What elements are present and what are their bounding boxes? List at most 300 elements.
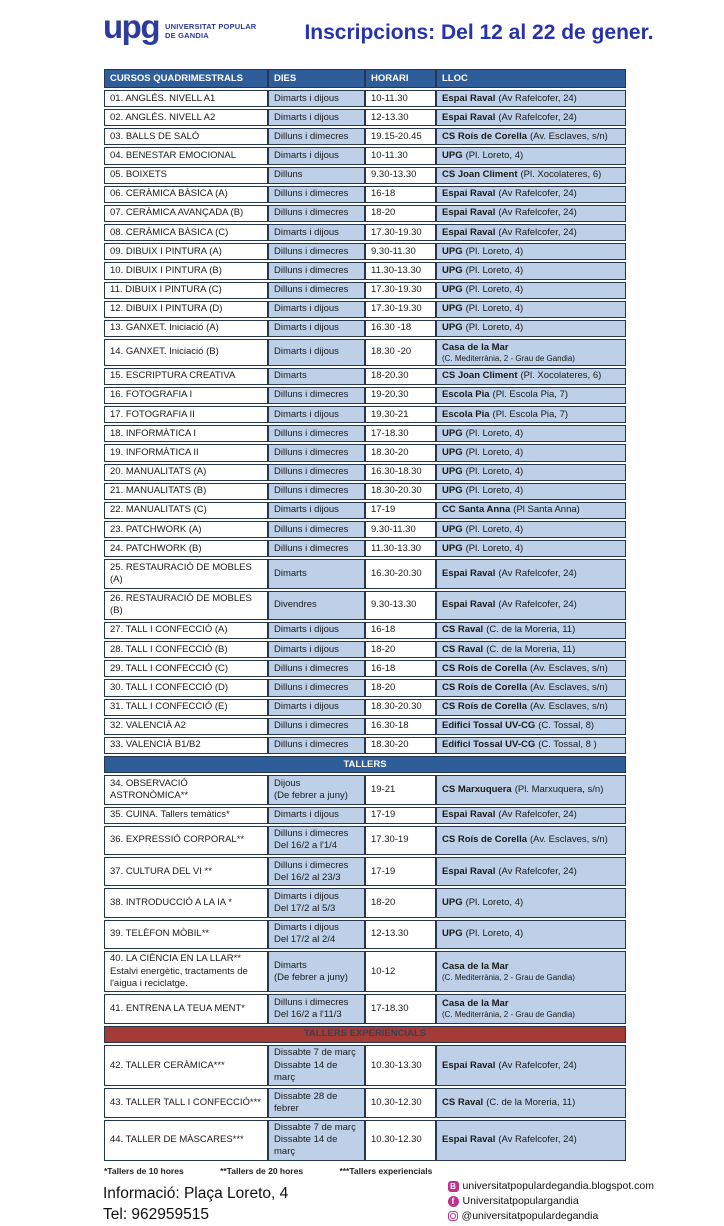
social-links — [448, 1180, 654, 1222]
table-row — [104, 888, 626, 917]
course-location-name: Espai Raval — [442, 809, 496, 821]
table-row — [104, 1088, 626, 1117]
table-row — [104, 591, 626, 620]
course-name: 03. BALLS DE SALÓ — [110, 130, 200, 142]
course-name: 37. CULTURA DEL VI ** — [110, 865, 212, 877]
table-row — [104, 109, 626, 126]
blog-link-text: universitatpopulardegandia.blogspot.com — [462, 1180, 654, 1193]
course-location-name: UPG — [442, 523, 463, 535]
table-row — [104, 540, 626, 557]
blogger-icon — [448, 1181, 459, 1192]
course-name: 09. DIBUIX I PINTURA (A) — [110, 245, 222, 257]
course-hours: 18-20 — [371, 643, 396, 655]
course-days: Dimarts i dijous — [274, 408, 339, 420]
course-days: Dimarts — [274, 959, 307, 971]
course-location-name: CS Marxuquera — [442, 783, 512, 795]
table-row — [104, 622, 626, 639]
course-name: 05. BOIXETS — [110, 169, 168, 181]
course-days: Dilluns i dimecres — [274, 446, 349, 458]
blog-link[interactable] — [448, 1180, 654, 1192]
course-days: Dissabte 7 de març — [274, 1122, 356, 1134]
course-name: 44. TALLER DE MÀSCARES*** — [110, 1134, 244, 1146]
course-location-name: UPG — [442, 322, 463, 334]
course-name: 28. TALL I CONFECCIÓ (B) — [110, 643, 228, 655]
table-row — [104, 994, 626, 1023]
course-name: 20. MANUALITATS (A) — [110, 466, 207, 478]
course-days: Dilluns i dimecres — [274, 264, 349, 276]
course-name: 32. VALENCIÀ A2 — [110, 720, 186, 732]
course-location-address: (Pl. Loreto, 4) — [465, 896, 524, 908]
course-location-address: (Av. Esclaves, s/n) — [530, 681, 608, 693]
course-hours: 16.30-20.30 — [371, 567, 422, 579]
course-name: 36. EXPRESSIÓ CORPORAL** — [110, 834, 245, 846]
course-hours: 17-19 — [371, 809, 396, 821]
course-hours: 16.30-18 — [371, 720, 409, 732]
course-hours: 17.30-19.30 — [371, 226, 422, 238]
course-dates: Del 17/2 al 2/4 — [274, 934, 336, 946]
course-name: 30. TALL I CONFECCIÓ (D) — [110, 681, 229, 693]
course-location-name: UPG — [442, 245, 463, 257]
course-hours: 19-20.30 — [371, 389, 409, 401]
course-location-address: (C. de la Moreria, 11) — [486, 643, 576, 655]
page-footer — [103, 1180, 654, 1226]
course-hours: 19-21 — [371, 783, 396, 795]
course-location-address: (Pl. Loreto, 4) — [465, 542, 524, 554]
course-days: Dimarts i dijous — [274, 624, 339, 636]
course-location-address: (Av. Esclaves, s/n) — [530, 130, 608, 142]
course-location-name: CS Roís de Corella — [442, 681, 527, 693]
course-location-name: Casa de la Mar — [442, 960, 509, 972]
course-hours: 9.30-11.30 — [371, 523, 416, 535]
table-row — [104, 699, 626, 716]
course-hours: 10.30-12.30 — [371, 1096, 422, 1108]
table-row — [104, 951, 626, 992]
course-days: Dilluns i dimecres — [274, 523, 349, 535]
course-days: Dimarts i dijous — [274, 92, 339, 104]
course-days: Dilluns i dimecres — [274, 828, 349, 840]
course-location-name: CS Roís de Corella — [442, 701, 527, 713]
course-days: Dissabte 28 de febrer — [274, 1090, 338, 1114]
facebook-link-text: Universitatpopulargandia — [462, 1195, 579, 1208]
course-name: 23. PATCHWORK (A) — [110, 523, 202, 535]
course-location-address: (Av Rafelcofer, 24) — [498, 1059, 577, 1071]
table-row — [104, 387, 626, 404]
course-location-name: UPG — [442, 303, 463, 315]
course-days: Dissabte 7 de març — [274, 1047, 356, 1059]
course-location-address: (Pl. Xocolateres, 6) — [520, 169, 602, 181]
course-hours: 10-12 — [371, 965, 396, 977]
course-location-address: (Av Rafelcofer, 24) — [498, 809, 577, 821]
course-name: 27. TALL I CONFECCIÓ (A) — [110, 624, 228, 636]
table-row — [104, 464, 626, 481]
table-row — [104, 483, 626, 500]
course-days: Dimarts i dijous — [274, 226, 339, 238]
course-dates: Del 16/2 a l'1/4 — [274, 840, 338, 852]
course-location-name: UPG — [442, 485, 463, 497]
course-hours: 19.30-21 — [371, 408, 409, 420]
course-days: Dimarts — [274, 567, 307, 579]
course-location-address: (Pl. Loreto, 4) — [465, 427, 524, 439]
facebook-link[interactable] — [448, 1195, 654, 1207]
table-row — [104, 1120, 626, 1161]
table-row — [104, 641, 626, 658]
course-location-address: (Av Rafelcofer, 24) — [498, 111, 577, 123]
course-name: 43. TALLER TALL I CONFECCIÓ*** — [110, 1096, 261, 1108]
course-location-name: UPG — [442, 427, 463, 439]
course-location-name: Edifici Tossal UV-CG — [442, 720, 536, 732]
course-hours: 10.30-12.30 — [371, 1134, 422, 1146]
course-location-address: (Av Rafelcofer, 24) — [498, 226, 577, 238]
course-days: Dilluns i dimecres — [274, 466, 349, 478]
course-location-address: (Pl. Loreto, 4) — [465, 466, 524, 478]
table-row — [104, 826, 626, 855]
course-name: 04. BENESTAR EMOCIONAL — [110, 149, 236, 161]
contact-address: Informació: Plaça Loreto, 4 — [103, 1185, 289, 1203]
course-days: Dilluns i dimecres — [274, 130, 349, 142]
course-location-address: (Pl. Loreto, 4) — [465, 446, 524, 458]
table-row — [104, 128, 626, 145]
course-days: Dimarts i dijous — [274, 643, 339, 655]
course-hours: 9.30-13.30 — [371, 599, 417, 611]
course-hours: 17.30-19.30 — [371, 284, 422, 296]
course-days: Dilluns i dimecres — [274, 245, 349, 257]
section-header-row — [104, 756, 626, 773]
course-hours: 10.30-13.30 — [371, 1059, 422, 1071]
course-hours: 16-18 — [371, 662, 396, 674]
course-location-address: (Pl. Loreto, 4) — [465, 303, 524, 315]
course-name: 40. LA CIÈNCIA EN LA LLAR** — [110, 953, 241, 965]
course-name: 14. GANXET. Iniciació (B) — [110, 346, 219, 358]
course-name: 24. PATCHWORK (B) — [110, 542, 202, 554]
course-name: 26. RESTAURACIÓ DE MOBLES (B) — [110, 593, 252, 617]
table-row — [104, 559, 626, 588]
table-row — [104, 502, 626, 519]
course-hours: 17.30-19.30 — [371, 303, 422, 315]
column-header-dies: DIES — [268, 69, 365, 88]
course-location-address: (Av Rafelcofer, 24) — [498, 92, 577, 104]
course-hours: 18.30-20.30 — [371, 485, 422, 497]
course-location-address: (C. Tossal, 8) — [538, 720, 595, 732]
table-row — [104, 167, 626, 184]
course-hours: 18-20 — [371, 681, 396, 693]
course-hours: 9.30-11.30 — [371, 245, 416, 257]
upg-logo — [103, 8, 257, 45]
table-row — [104, 282, 626, 299]
course-hours: 18.30-20 — [371, 446, 409, 458]
table-row — [104, 205, 626, 222]
course-location-name: UPG — [442, 446, 463, 458]
course-days: Dimarts i dijous — [274, 346, 339, 358]
course-hours: 10-11.30 — [371, 149, 408, 161]
course-dates: (De febrer a juny) — [274, 971, 348, 983]
table-row — [104, 1045, 626, 1086]
course-hours: 17-18.30 — [371, 427, 409, 439]
table-header-row — [104, 69, 626, 88]
course-name: 35. CUINA. Tallers temàtics* — [110, 809, 230, 821]
upg-logo-mark: upg — [103, 8, 159, 45]
course-location-address: (Av Rafelcofer, 24) — [498, 599, 577, 611]
course-location-name: CS Raval — [442, 1096, 484, 1108]
course-hours: 16.30 -18 — [371, 322, 412, 334]
course-location-name: UPG — [442, 542, 463, 554]
course-days: Dilluns i dimecres — [274, 681, 349, 693]
course-days: Divendres — [274, 599, 317, 611]
table-row — [104, 737, 626, 754]
table-row — [104, 807, 626, 824]
course-location-address: (Pl. Loreto, 4) — [465, 149, 524, 161]
course-table-body — [104, 90, 626, 1161]
course-dates: Del 17/2 al 5/3 — [274, 902, 336, 914]
course-name: 33. VALENCIÀ B1/B2 — [110, 739, 201, 751]
course-name: 19. INFORMÀTICA II — [110, 446, 199, 458]
facebook-icon — [448, 1196, 459, 1207]
course-location-address: (Pl. Escola Pia, 7) — [492, 389, 569, 401]
course-hours: 12-13.30 — [371, 111, 409, 123]
course-name: 41. ENTRENA LA TEUA MENT* — [110, 1002, 245, 1014]
course-days: Dilluns i dimecres — [274, 859, 349, 871]
course-location-name: Espai Raval — [442, 226, 496, 238]
course-days: Dimarts i dijous — [274, 890, 339, 902]
table-row — [104, 262, 626, 279]
course-location-address: (Av. Esclaves, s/n) — [530, 701, 608, 713]
course-name: 22. MANUALITATS (C) — [110, 504, 207, 516]
course-location-address: (Pl. Loreto, 4) — [465, 523, 524, 535]
course-location-name: Espai Raval — [442, 865, 496, 877]
course-name: 12. DIBUIX I PINTURA (D) — [110, 303, 223, 315]
course-location-address: (Pl. Escola Pia, 7) — [492, 408, 569, 420]
course-location-name: Espai Raval — [442, 207, 496, 219]
course-name: 34. OBSERVACIÓ ASTRONÒMICA** — [110, 777, 189, 801]
course-location-name: Espai Raval — [442, 111, 496, 123]
course-dates: Del 16/2 a l'11/3 — [274, 1009, 342, 1021]
course-location-name: CS Roís de Corella — [442, 662, 527, 674]
course-name: 38. INTRODUCCIÓ A LA IA * — [110, 896, 232, 908]
course-location-name: CC Santa Anna — [442, 504, 511, 516]
table-row — [104, 775, 626, 804]
table-row — [104, 718, 626, 735]
course-location-address: (Pl. Loreto, 4) — [465, 245, 524, 257]
course-location-name: UPG — [442, 149, 463, 161]
course-name: 08. CERÀMICA BÀSICA (C) — [110, 226, 229, 238]
course-location-address: (Av. Esclaves, s/n) — [530, 662, 608, 674]
column-header-lloc: LLOC — [436, 69, 626, 88]
course-days: Dilluns i dimecres — [274, 542, 349, 554]
course-name: 29. TALL I CONFECCIÓ (C) — [110, 662, 229, 674]
table-row — [104, 243, 626, 260]
column-header-cursos: CURSOS QUADRIMESTRALS — [104, 69, 268, 88]
course-location-name: Espai Raval — [442, 1059, 496, 1071]
course-name: 10. DIBUIX I PINTURA (B) — [110, 264, 222, 276]
course-name: 07. CERÀMICA AVANÇADA (B) — [110, 207, 244, 219]
course-location-address: (Pl. Marxuquera, s/n) — [514, 783, 604, 795]
course-name: 13. GANXET. Iniciació (A) — [110, 322, 219, 334]
table-row — [104, 521, 626, 538]
course-name: 11. DIBUIX I PINTURA (C) — [110, 284, 222, 296]
table-row — [104, 224, 626, 241]
course-days: Dilluns i dimecres — [274, 739, 349, 751]
course-location-address: (Av. Esclaves, s/n) — [530, 834, 608, 846]
course-hours: 17.30-19 — [371, 834, 409, 846]
course-hours: 18-20 — [371, 207, 396, 219]
course-days: Dilluns i dimecres — [274, 662, 349, 674]
course-location-name: UPG — [442, 896, 463, 908]
course-name: 21. MANUALITATS (B) — [110, 485, 207, 497]
table-row — [104, 186, 626, 203]
course-name: 39. TELÈFON MÒBIL** — [110, 928, 210, 940]
instagram-icon — [448, 1211, 458, 1221]
course-name: 15. ESCRIPTURA CREATIVA — [110, 370, 236, 382]
footnotes — [104, 1166, 724, 1176]
table-row — [104, 660, 626, 677]
course-dates: Dissabte 14 de març — [274, 1059, 338, 1083]
course-location-name: Espai Raval — [442, 599, 496, 611]
section-header-label: TALLERS — [104, 756, 626, 773]
course-hours: 18.30-20.30 — [371, 701, 422, 713]
course-hours: 16-18 — [371, 188, 396, 200]
course-hours: 17-19 — [371, 504, 396, 516]
course-location-address: (Pl. Loreto, 4) — [465, 485, 524, 497]
course-location-name: UPG — [442, 284, 463, 296]
course-name: 18. INFORMÀTICA I — [110, 427, 197, 439]
footnote-10-hores: *Tallers de 10 hores — [104, 1166, 184, 1177]
course-hours: 11.30-13.30 — [371, 542, 422, 554]
course-days: Dilluns i dimecres — [274, 996, 349, 1008]
course-days: Dimarts i dijous — [274, 504, 339, 516]
course-days: Dimarts i dijous — [274, 809, 339, 821]
course-hours: 10-11.30 — [371, 92, 408, 104]
course-hours: 9.30-13.30 — [371, 169, 417, 181]
course-days: Dimarts i dijous — [274, 701, 339, 713]
course-location-address: (Pl. Loreto, 4) — [465, 928, 524, 940]
course-days: Dimarts i dijous — [274, 149, 339, 161]
course-location-name: Casa de la Mar — [442, 341, 509, 353]
section-header-row — [104, 1026, 626, 1043]
table-row — [104, 368, 626, 385]
course-days: Dimarts i dijous — [274, 322, 339, 334]
contact-info — [103, 1184, 288, 1226]
table-row — [104, 679, 626, 696]
course-dates: Del 16/2 al 23/3 — [274, 871, 341, 883]
table-row — [104, 406, 626, 423]
course-location-name: UPG — [442, 466, 463, 478]
course-location-address: (Av Rafelcofer, 24) — [498, 207, 577, 219]
course-name: 25. RESTAURACIÓ DE MOBLES (A) — [110, 561, 252, 585]
course-days: Dilluns i dimecres — [274, 284, 349, 296]
course-table — [104, 67, 626, 1163]
table-row — [104, 444, 626, 461]
course-hours: 16-18 — [371, 624, 396, 636]
course-location-name: Casa de la Mar — [442, 998, 509, 1010]
course-location-name: CS Raval — [442, 624, 484, 636]
course-location-address: (C. de la Moreria, 11) — [486, 624, 576, 636]
course-name: 31. TALL I CONFECCIÓ (E) — [110, 701, 228, 713]
course-name: 06. CERÀMICA BÀSICA (A) — [110, 188, 228, 200]
course-days: Dilluns i dimecres — [274, 427, 349, 439]
course-days: Dimarts — [274, 370, 307, 382]
course-location-address: (Pl Santa Anna) — [513, 504, 580, 516]
course-days: Dimarts i dijous — [274, 303, 339, 315]
course-days: Dijous — [274, 777, 301, 789]
course-name: 02. ANGLÉS. NIVELL A2 — [110, 111, 216, 123]
course-name: 01. ANGLÉS. NIVELL A1 — [110, 92, 216, 104]
course-location-name: UPG — [442, 264, 463, 276]
course-location-name: CS Joan Climent — [442, 370, 518, 382]
table-row — [104, 301, 626, 318]
table-row — [104, 425, 626, 442]
course-hours: 18.30 -20 — [371, 346, 412, 358]
course-days: Dimarts i dijous — [274, 922, 339, 934]
table-row — [104, 90, 626, 107]
course-location-address: (C. Mediterrània, 2 - Grau de Gandia) — [442, 972, 575, 982]
course-hours: 12-13.30 — [371, 928, 409, 940]
instagram-link-text: @universitatpopulardegandia — [461, 1210, 599, 1223]
course-days: Dilluns i dimecres — [274, 207, 349, 219]
table-row — [104, 857, 626, 886]
course-location-name: CS Raval — [442, 643, 484, 655]
course-location-name: Escola Pia — [442, 408, 490, 420]
upg-logo-subtitle: UNIVERSITAT POPULAR DE GANDIA — [164, 22, 257, 40]
course-location-address: (Av Rafelcofer, 24) — [498, 567, 577, 579]
footnote-experiencials: ***Tallers experiencials — [339, 1166, 433, 1177]
course-location-address: (C. Mediterrània, 2 - Grau de Gandia) — [442, 353, 575, 363]
course-days: Dimarts i dijous — [274, 111, 339, 123]
course-hours: 17-18.30 — [371, 1002, 409, 1014]
course-location-address: (Pl. Loreto, 4) — [465, 284, 524, 296]
course-location-address: (Av Rafelcofer, 24) — [498, 865, 577, 877]
course-location-name: Espai Raval — [442, 567, 496, 579]
course-location-name: Espai Raval — [442, 1134, 496, 1146]
course-name: 17. FOTOGRAFIA II — [110, 408, 195, 420]
course-location-address: (C. Mediterrània, 2 - Grau de Gandia) — [442, 1010, 575, 1020]
course-location-name: Espai Raval — [442, 188, 496, 200]
course-hours: 18-20.30 — [371, 370, 409, 382]
course-location-address: (Pl. Loreto, 4) — [465, 264, 524, 276]
course-days: Dilluns i dimecres — [274, 720, 349, 732]
course-days: Dilluns i dimecres — [274, 485, 349, 497]
course-hours: 18.30-20 — [371, 739, 409, 751]
course-hours: 18-20 — [371, 896, 396, 908]
course-location-name: CS Joan Climent — [442, 169, 518, 181]
section-header-label: TALLERS EXPERIENCIALS — [104, 1026, 626, 1043]
course-location-address: (Pl. Xocolateres, 6) — [520, 370, 602, 382]
instagram-link[interactable] — [448, 1210, 654, 1222]
course-location-name: UPG — [442, 928, 463, 940]
course-hours: 16.30-18.30 — [371, 466, 422, 478]
footnote-20-hores: **Tallers de 20 hores — [220, 1166, 304, 1177]
course-location-name: Edifici Tossal UV-CG — [442, 739, 536, 751]
course-location-name: Escola Pia — [442, 389, 490, 401]
course-location-address: (C. Tossal, 8 ) — [538, 739, 597, 751]
course-location-name: CS Roís de Corella — [442, 834, 527, 846]
course-days: Dilluns i dimecres — [274, 188, 349, 200]
page-header — [0, 0, 724, 63]
table-row — [104, 339, 626, 366]
course-hours: 11.30-13.30 — [371, 264, 422, 276]
course-location-name: Espai Raval — [442, 92, 496, 104]
course-name: 42. TALLER CERÀMICA*** — [110, 1059, 225, 1071]
course-location-address: (Av Rafelcofer, 24) — [498, 188, 577, 200]
table-row — [104, 920, 626, 949]
course-location-address: (Av Rafelcofer, 24) — [498, 1134, 577, 1146]
course-location-address: (Pl. Loreto, 4) — [465, 322, 524, 334]
page-title: Inscripcions: Del 12 al 22 de gener. — [304, 21, 654, 44]
column-header-horari: HORARI — [365, 69, 436, 88]
table-row — [104, 147, 626, 164]
course-hours: 19.15-20.45 — [371, 130, 422, 142]
course-description: Estalvi energètic, tractaments de l'aigua i reciclatge. — [110, 965, 248, 989]
course-location-address: (C. de la Moreria, 11) — [486, 1096, 576, 1108]
course-location-name: CS Roís de Corella — [442, 130, 527, 142]
